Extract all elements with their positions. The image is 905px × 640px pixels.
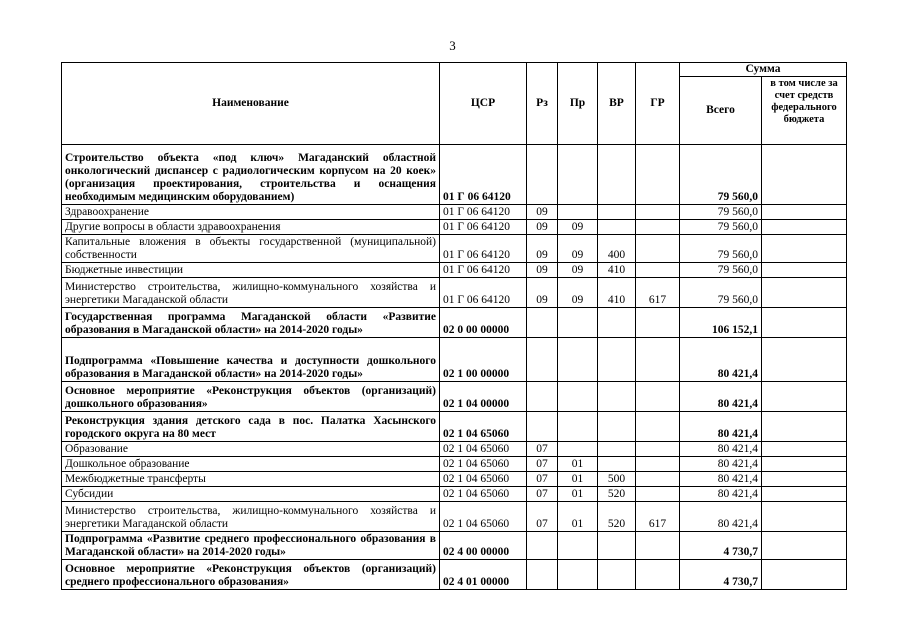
- table-row: [62, 235, 847, 263]
- cell-csr: 02 0 00 00000: [440, 308, 527, 338]
- cell-total: 80 421,4: [680, 338, 762, 382]
- cell-name: Реконструкция здания детского сада в пос. Палатка Хасынского городского округа на 80 мест: [62, 412, 440, 442]
- cell-rz: 09: [527, 278, 558, 308]
- table-row: [62, 412, 847, 442]
- cell-name: Дошкольное образование: [62, 457, 440, 472]
- header-name: Наименование: [62, 63, 440, 145]
- cell-federal: [762, 235, 847, 263]
- cell-gr: [636, 560, 680, 590]
- cell-csr: 02 4 01 00000: [440, 560, 527, 590]
- cell-pr: [558, 560, 598, 590]
- table-row: [62, 220, 847, 235]
- cell-vr: [598, 442, 636, 457]
- cell-federal: [762, 382, 847, 412]
- cell-name: Субсидии: [62, 487, 440, 502]
- cell-total: 79 560,0: [680, 145, 762, 205]
- cell-gr: [636, 145, 680, 205]
- cell-rz: 07: [527, 442, 558, 457]
- cell-pr: [558, 145, 598, 205]
- cell-federal: [762, 442, 847, 457]
- cell-federal: [762, 532, 847, 560]
- header-sum: Сумма: [680, 63, 847, 77]
- cell-csr: 01 Г 06 64120: [440, 205, 527, 220]
- cell-gr: [636, 532, 680, 560]
- cell-vr: 410: [598, 263, 636, 278]
- cell-csr: 01 Г 06 64120: [440, 145, 527, 205]
- cell-name: Министерство строительства, жилищно-коммунального хозяйства и энергетики Магаданской области: [62, 278, 440, 308]
- cell-pr: [558, 382, 598, 412]
- page-number: 3: [449, 38, 456, 53]
- cell-vr: 410: [598, 278, 636, 308]
- cell-csr: 02 1 04 65060: [440, 412, 527, 442]
- cell-name: Другие вопросы в области здравоохранения: [62, 220, 440, 235]
- header-rz: Рз: [527, 63, 558, 145]
- cell-csr: 02 1 04 00000: [440, 382, 527, 412]
- cell-gr: [636, 382, 680, 412]
- cell-csr: 01 Г 06 64120: [440, 235, 527, 263]
- cell-name: Капитальные вложения в объекты государственной (муниципальной) собственности: [62, 235, 440, 263]
- cell-total: 80 421,4: [680, 457, 762, 472]
- cell-csr: 02 1 00 00000: [440, 338, 527, 382]
- cell-total: 79 560,0: [680, 235, 762, 263]
- cell-total: 80 421,4: [680, 487, 762, 502]
- cell-total: 80 421,4: [680, 442, 762, 457]
- cell-name: Основное мероприятие «Реконструкция объектов (организаций) среднего профессионального образования»: [62, 560, 440, 590]
- cell-vr: [598, 560, 636, 590]
- cell-vr: [598, 412, 636, 442]
- cell-total: 4 730,7: [680, 560, 762, 590]
- cell-total: 79 560,0: [680, 205, 762, 220]
- budget-table: [61, 62, 847, 590]
- header-csr: ЦСР: [440, 63, 527, 145]
- cell-rz: [527, 145, 558, 205]
- cell-pr: 09: [558, 220, 598, 235]
- cell-gr: [636, 442, 680, 457]
- cell-pr: 01: [558, 502, 598, 532]
- cell-gr: [636, 235, 680, 263]
- cell-total: 80 421,4: [680, 382, 762, 412]
- cell-vr: [598, 532, 636, 560]
- table-row: [62, 472, 847, 487]
- cell-gr: [636, 220, 680, 235]
- cell-rz: [527, 382, 558, 412]
- cell-csr: 02 4 00 00000: [440, 532, 527, 560]
- header-federal: в том числе за счет средств федерального бюджета: [762, 77, 847, 145]
- cell-total: 80 421,4: [680, 412, 762, 442]
- cell-pr: 09: [558, 263, 598, 278]
- cell-vr: [598, 220, 636, 235]
- cell-rz: [527, 308, 558, 338]
- cell-rz: [527, 338, 558, 382]
- cell-vr: 500: [598, 472, 636, 487]
- cell-csr: 02 1 04 65060: [440, 502, 527, 532]
- table-row: [62, 145, 847, 205]
- cell-name: Строительство объекта «под ключ» Магаданский областной онкологический диспансер с радиологическим корпусом на 20 коек» (организация проектирования, строительства и оснащения необходимым медицинским оборудованием): [62, 145, 440, 205]
- cell-csr: 01 Г 06 64120: [440, 220, 527, 235]
- cell-name: Подпрограмма «Развитие среднего профессионального образования в Магаданской области» на 2014-2020 годы»: [62, 532, 440, 560]
- cell-gr: 617: [636, 502, 680, 532]
- cell-total: 79 560,0: [680, 278, 762, 308]
- cell-name: Основное мероприятие «Реконструкция объектов (организаций) дошкольного образования»: [62, 382, 440, 412]
- cell-rz: 07: [527, 487, 558, 502]
- cell-gr: [636, 308, 680, 338]
- cell-federal: [762, 412, 847, 442]
- cell-total: 79 560,0: [680, 263, 762, 278]
- cell-pr: 09: [558, 278, 598, 308]
- cell-vr: [598, 205, 636, 220]
- cell-federal: [762, 308, 847, 338]
- cell-csr: 02 1 04 65060: [440, 472, 527, 487]
- cell-name: Министерство строительства, жилищно-коммунального хозяйства и энергетики Магаданской области: [62, 502, 440, 532]
- cell-total: 80 421,4: [680, 472, 762, 487]
- cell-total: 80 421,4: [680, 502, 762, 532]
- table-row: [62, 278, 847, 308]
- cell-pr: [558, 338, 598, 382]
- cell-pr: 01: [558, 457, 598, 472]
- table-row: [62, 560, 847, 590]
- cell-csr: 02 1 04 65060: [440, 442, 527, 457]
- cell-gr: [636, 472, 680, 487]
- cell-vr: [598, 457, 636, 472]
- cell-rz: 09: [527, 235, 558, 263]
- cell-rz: [527, 560, 558, 590]
- cell-csr: 02 1 04 65060: [440, 457, 527, 472]
- cell-pr: [558, 205, 598, 220]
- cell-vr: 520: [598, 502, 636, 532]
- cell-rz: [527, 412, 558, 442]
- cell-name: Образование: [62, 442, 440, 457]
- table-row: [62, 382, 847, 412]
- cell-total: 4 730,7: [680, 532, 762, 560]
- cell-rz: 07: [527, 472, 558, 487]
- table-row: [62, 457, 847, 472]
- cell-vr: 400: [598, 235, 636, 263]
- cell-rz: [527, 532, 558, 560]
- cell-name: Бюджетные инвестиции: [62, 263, 440, 278]
- cell-name: Подпрограмма «Повышение качества и доступности дошкольного образования в Магаданской области» на 2014-2020 годы»: [62, 338, 440, 382]
- table-row: [62, 502, 847, 532]
- cell-federal: [762, 487, 847, 502]
- cell-csr: 01 Г 06 64120: [440, 278, 527, 308]
- cell-name: Здравоохранение: [62, 205, 440, 220]
- cell-total: 106 152,1: [680, 308, 762, 338]
- cell-vr: [598, 308, 636, 338]
- cell-rz: 09: [527, 263, 558, 278]
- cell-total: 79 560,0: [680, 220, 762, 235]
- cell-vr: [598, 145, 636, 205]
- cell-rz: 07: [527, 502, 558, 532]
- cell-pr: [558, 532, 598, 560]
- header-gr: ГР: [636, 63, 680, 145]
- cell-name: Межбюджетные трансферты: [62, 472, 440, 487]
- cell-federal: [762, 472, 847, 487]
- cell-federal: [762, 457, 847, 472]
- cell-name: Государственная программа Магаданской области «Развитие образования в Магаданской области» на 2014-2020 годы»: [62, 308, 440, 338]
- header-pr: Пр: [558, 63, 598, 145]
- table-row: [62, 487, 847, 502]
- cell-gr: [636, 412, 680, 442]
- table-row: [62, 308, 847, 338]
- cell-pr: [558, 442, 598, 457]
- cell-pr: 01: [558, 472, 598, 487]
- table-row: [62, 532, 847, 560]
- cell-csr: 02 1 04 65060: [440, 487, 527, 502]
- cell-federal: [762, 338, 847, 382]
- cell-gr: 617: [636, 278, 680, 308]
- table-row: [62, 263, 847, 278]
- cell-federal: [762, 560, 847, 590]
- cell-rz: 09: [527, 205, 558, 220]
- cell-csr: 01 Г 06 64120: [440, 263, 527, 278]
- cell-federal: [762, 220, 847, 235]
- cell-vr: [598, 382, 636, 412]
- cell-pr: 09: [558, 235, 598, 263]
- cell-gr: [636, 263, 680, 278]
- cell-vr: [598, 338, 636, 382]
- cell-rz: 07: [527, 457, 558, 472]
- cell-federal: [762, 205, 847, 220]
- cell-gr: [636, 457, 680, 472]
- cell-pr: 01: [558, 487, 598, 502]
- cell-federal: [762, 502, 847, 532]
- cell-rz: 09: [527, 220, 558, 235]
- cell-federal: [762, 263, 847, 278]
- header-vr: ВР: [598, 63, 636, 145]
- cell-federal: [762, 145, 847, 205]
- cell-federal: [762, 278, 847, 308]
- cell-vr: 520: [598, 487, 636, 502]
- cell-pr: [558, 308, 598, 338]
- cell-gr: [636, 205, 680, 220]
- table-row: [62, 205, 847, 220]
- cell-gr: [636, 338, 680, 382]
- table-row: [62, 338, 847, 382]
- cell-pr: [558, 412, 598, 442]
- cell-gr: [636, 487, 680, 502]
- table-row: [62, 442, 847, 457]
- header-total: Всего: [680, 77, 762, 145]
